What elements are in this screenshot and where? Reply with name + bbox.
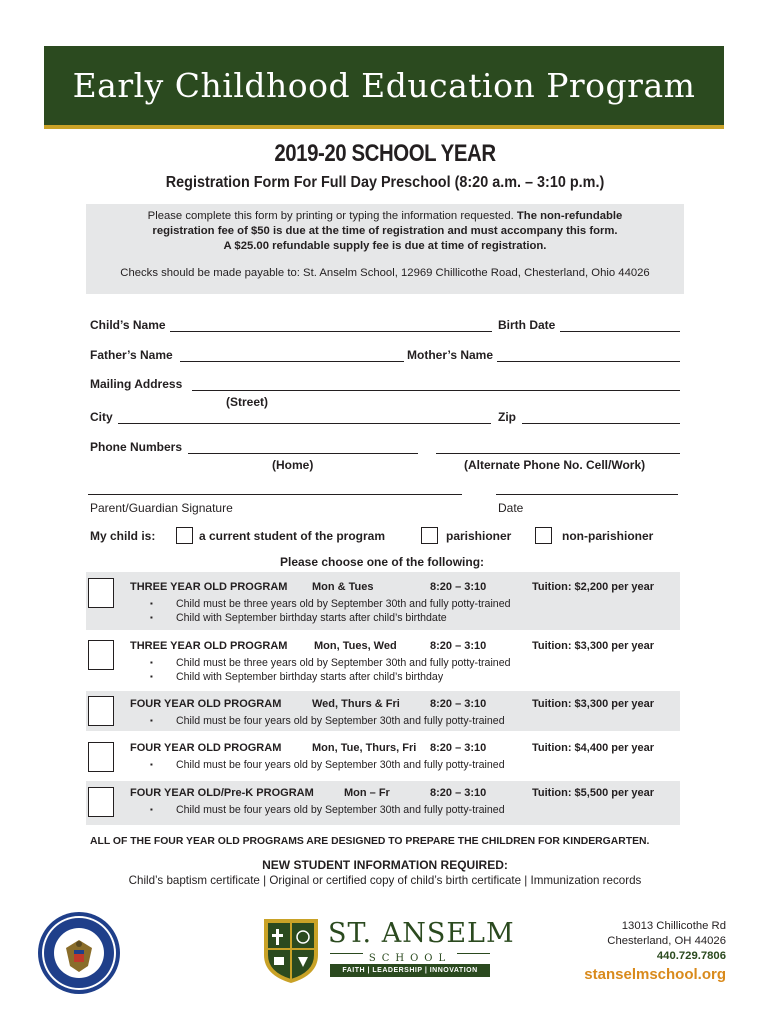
date-label: Date <box>498 501 524 515</box>
program-tuition: Tuition: $3,300 per year <box>532 698 655 710</box>
form-subtitle: Registration Form For Full Day Preschool (8:20 a.m. – 3:10 p.m.) <box>165 174 605 191</box>
school-crest-icon <box>262 915 320 985</box>
program-note: ▪ Child with September birthday starts after child’s birthday <box>176 671 443 683</box>
instructions-line-2: registration fee of $50 is due at the time of registration and must accompany this form. <box>152 225 618 237</box>
mothers-name-label: Mother’s Name <box>407 348 494 362</box>
checks-payable-line: Checks should be made payable to: St. Anselm School, 12969 Chillicothe Road, Chesterland, Ohio 44026 <box>120 267 650 279</box>
program-time: 8:20 – 3:10 <box>430 787 487 799</box>
choose-one-heading: Please choose one of the following: <box>280 555 485 569</box>
instructions-box <box>86 204 684 294</box>
program-time: 8:20 – 3:10 <box>430 698 487 710</box>
mothers-name-field[interactable] <box>497 361 680 362</box>
program-days: Mon, Tue, Thurs, Fri <box>312 742 417 754</box>
city-field[interactable] <box>118 423 491 424</box>
non-parishioner-label: non-parishioner <box>562 529 654 543</box>
zip-field[interactable] <box>522 423 680 424</box>
city-label: City <box>90 410 113 424</box>
program-time: 8:20 – 3:10 <box>430 640 487 652</box>
new-student-heading: NEW STUDENT INFORMATION REQUIRED: <box>262 858 508 872</box>
program-note: ▪ Child must be three years old by September 30th and fully potty-trained <box>176 598 510 610</box>
program-note: ▪ Child must be four years old by September 30th and fully potty-trained <box>176 759 505 771</box>
blue-ribbon-seal-icon <box>36 910 122 996</box>
instructions-line-3: A $25.00 refundable supply fee is due at time of registration. <box>223 240 547 252</box>
new-student-requirements: Child’s baptism certificate | Original or certified copy of child’s birth certificate | Immunization records <box>128 874 642 887</box>
program-5-checkbox[interactable] <box>88 787 114 817</box>
program-note: ▪ Child must be four years old by September 30th and fully potty-trained <box>176 715 505 727</box>
program-tuition: Tuition: $2,200 per year <box>532 581 655 593</box>
school-motto: FAITH | LEADERSHIP | INNOVATION <box>330 964 490 977</box>
school-year-heading: 2019-20 SCHOOL YEAR <box>274 140 496 167</box>
home-phone-field[interactable] <box>188 453 418 454</box>
program-3-checkbox[interactable] <box>88 696 114 726</box>
header-banner <box>44 46 724 129</box>
program-name: FOUR YEAR OLD PROGRAM <box>130 742 282 754</box>
instructions-line-1 <box>86 210 684 222</box>
signature-label: Parent/Guardian Signature <box>90 501 233 515</box>
birth-date-label: Birth Date <box>498 318 556 332</box>
date-field[interactable] <box>496 494 678 495</box>
signature-field[interactable] <box>88 494 462 495</box>
my-child-is-label: My child is: <box>90 529 156 543</box>
zip-label: Zip <box>498 410 516 424</box>
childs-name-field[interactable] <box>170 331 492 332</box>
program-tuition: Tuition: $3,300 per year <box>532 640 655 652</box>
phone-numbers-label: Phone Numbers <box>90 440 183 454</box>
program-note: ▪ Child with September birthday starts after child’s birthdate <box>176 612 447 624</box>
birth-date-field[interactable] <box>560 331 680 332</box>
address-line-2: Chesterland, OH 44026 <box>607 935 726 947</box>
program-note: ▪ Child must be three years old by September 30th and fully potty-trained <box>176 657 510 669</box>
program-name: FOUR YEAR OLD PROGRAM <box>130 698 282 710</box>
program-days: Mon, Tues, Wed <box>314 640 397 652</box>
page-title: Early Childhood Education Program <box>72 66 696 105</box>
alternate-caption: (Alternate Phone No. Cell/Work) <box>464 458 646 472</box>
parishioner-checkbox[interactable] <box>421 527 438 544</box>
program-name: THREE YEAR OLD PROGRAM <box>130 581 288 593</box>
fathers-name-label: Father’s Name <box>90 348 173 362</box>
current-student-label: a current student of the program <box>199 529 386 543</box>
current-student-checkbox[interactable] <box>176 527 193 544</box>
program-time: 8:20 – 3:10 <box>430 742 487 754</box>
non-parishioner-checkbox[interactable] <box>535 527 552 544</box>
program-name: FOUR YEAR OLD/Pre-K PROGRAM <box>130 787 314 799</box>
website-link[interactable]: stanselmschool.org <box>584 966 726 983</box>
mailing-address-label: Mailing Address <box>90 377 183 391</box>
program-days: Wed, Thurs & Fri <box>312 698 400 710</box>
program-days: Mon – Fr <box>344 787 390 799</box>
street-caption: (Street) <box>226 395 269 409</box>
instructions-text: Please complete this form by printing or typing the information requested. <box>147 210 517 222</box>
school-logo-name: ST. ANSELM <box>328 918 515 949</box>
parishioner-label: parishioner <box>446 529 512 543</box>
address-line-1: 13013 Chillicothe Rd <box>621 920 726 932</box>
program-1-checkbox[interactable] <box>88 578 114 608</box>
instructions-bold-text: The non-refundable <box>516 210 623 222</box>
program-tuition: Tuition: $4,400 per year <box>532 742 655 754</box>
program-4-checkbox[interactable] <box>88 742 114 772</box>
program-tuition: Tuition: $5,500 per year <box>532 787 655 799</box>
alternate-phone-field[interactable] <box>436 453 680 454</box>
home-caption: (Home) <box>272 458 314 472</box>
mailing-address-field[interactable] <box>192 390 680 391</box>
program-name: THREE YEAR OLD PROGRAM <box>130 640 288 652</box>
phone-number: 440.729.7806 <box>656 950 726 962</box>
program-2-checkbox[interactable] <box>88 640 114 670</box>
kindergarten-note: ALL OF THE FOUR YEAR OLD PROGRAMS ARE DESIGNED TO PREPARE THE CHILDREN FOR KINDERGARTEN. <box>90 836 650 847</box>
program-time: 8:20 – 3:10 <box>430 581 487 593</box>
program-note: ▪ Child must be four years old by September 30th and fully potty-trained <box>176 804 505 816</box>
school-logo-school-text: SCHOOL <box>363 953 457 964</box>
childs-name-label: Child’s Name <box>90 318 166 332</box>
fathers-name-field[interactable] <box>180 361 404 362</box>
program-days: Mon & Tues <box>312 581 374 593</box>
